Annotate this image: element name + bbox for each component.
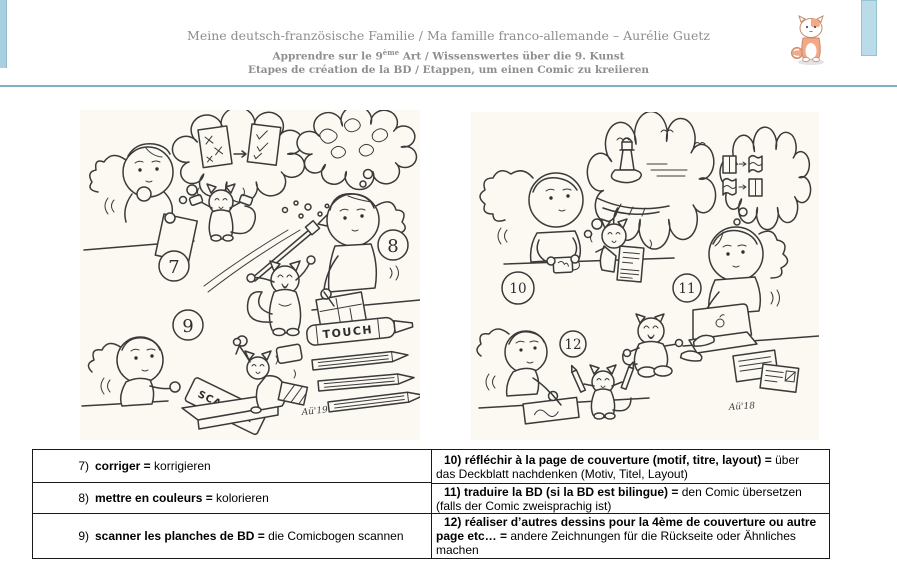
artist-signature-left: Aü'19 (301, 405, 329, 418)
header-subtitle-2: Etapes de création de la BD / Etappen, um einen Comic zu kreiieren (247, 63, 650, 76)
svg-text:7: 7 (168, 257, 180, 278)
vocabulary-table (32, 449, 830, 559)
svg-text:9: 9 (182, 316, 194, 337)
table-row-11: 11) traduire la BD (si la BD est bilingue) = den Comic übersetzen (falls der Comic zweisprachig ist) (432, 483, 829, 513)
table-row-7: 7) corriger = korrigieren (78, 459, 211, 473)
svg-text:12: 12 (564, 337, 582, 353)
svg-text:11: 11 (678, 281, 696, 297)
table-row-8: 8) mettre en couleurs = kolorieren (33, 482, 431, 513)
header-divider (0, 85, 897, 87)
marker-label: TOUCH (322, 323, 374, 342)
cat-logo-icon (789, 14, 833, 66)
artist-signature-right: Aü'18 (728, 401, 756, 413)
header-subtitle-1: Apprendre sur le 9ème Art / Wissenswertes über die 9. Kunst (272, 48, 625, 63)
table-row-10: 10) réfléchir à la page de couverture (motif, titre, layout) = über das Deckblatt nachdenken (Motiv, Titel, Layout) (436, 452, 800, 481)
table-row-9: 9) scanner les planches de BD = die Comicbogen scannen (33, 513, 431, 558)
table-column-right (431, 450, 829, 558)
step-badge-10 (502, 272, 534, 304)
header-title: Meine deutsch-französische Familie / Ma famille franco-allemande – Aurélie Guetz (187, 28, 710, 43)
svg-text:10: 10 (509, 281, 527, 297)
svg-text:8: 8 (387, 236, 399, 257)
table-column-left (33, 450, 431, 558)
table-row-12: 12) réaliser d’autres dessins pour la 4ème de couverture ou autre page etc… = andere Zeichnungen für die Rückseite oder Ähnliches machen (432, 513, 829, 558)
illustration-steps-7-9 (80, 110, 420, 440)
step-badge-12 (560, 331, 586, 357)
document-header (0, 28, 897, 77)
step-badge-8 (378, 230, 408, 260)
step-badge-11 (673, 274, 701, 302)
illustration-steps-10-12 (471, 112, 819, 440)
step-badge-7 (159, 251, 189, 281)
step-badge-9 (173, 310, 203, 340)
